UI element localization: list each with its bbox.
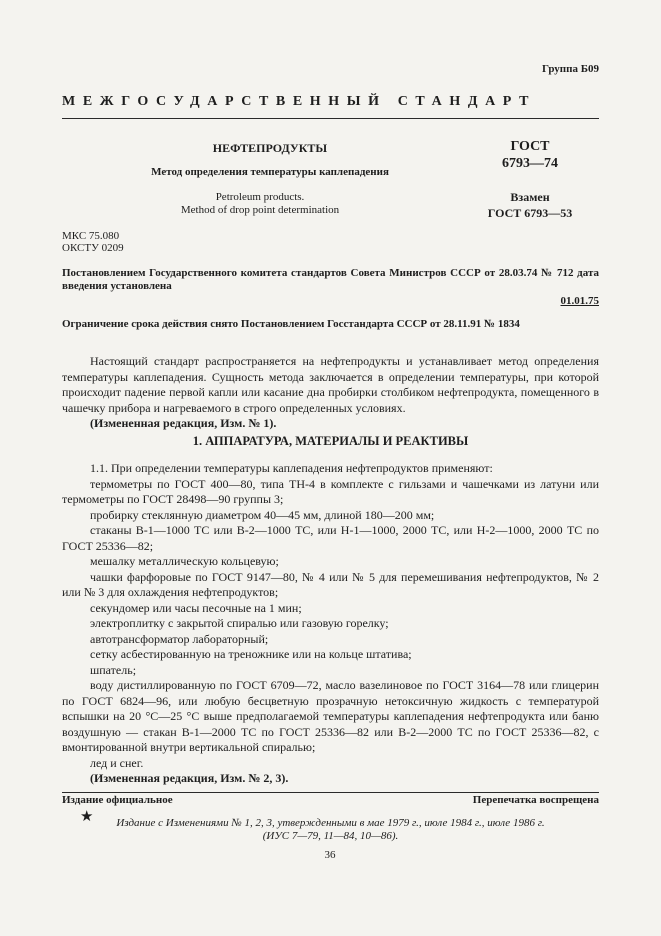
section-body bbox=[62, 461, 599, 787]
group-label: Группа Б09 bbox=[542, 63, 599, 75]
intro-block bbox=[62, 354, 599, 432]
classifier-codes: МКС 75.080 ОКСТУ 0209 bbox=[62, 230, 124, 254]
standard-banner: МЕЖГОСУДАРСТВЕННЫЙ СТАНДАРТ bbox=[62, 94, 537, 109]
intro-paragraph: Настоящий стандарт распространяется на нефтепродукты и устанавливает метод определения температуры каплепадения. Сущность метода заключается в определении температуры, при которой происходит падение первой капли или касание дна пробирки столбиком нефтепродукта, помещенного в чашечку прибора и нагреваемого в строго определенных условиях. bbox=[62, 354, 599, 415]
list-item: электроплитку с закрытой спиралью или газовую горелку; bbox=[90, 616, 389, 630]
amendments-note: Издание с Изменениями № 1, 2, 3, утвержденными в мае 1979 г., июле 1984 г., июле 1986 г. (ИУС 7—79, 11—84, 10—86). bbox=[116, 817, 545, 842]
intro-revision: (Измененная редакция, Изм. № 1). bbox=[90, 416, 277, 430]
list-item: секундомер или часы песочные на 1 мин; bbox=[90, 600, 302, 615]
list-item: воду дистиллированную по ГОСТ 6709—72, масло вазелиновое по ГОСТ 3164—78 или глицерин по ГОСТ 6824—96, или любую бесцветную прозрачную нетоксичную жидкость с температурой вспышки на 20 °С—25 °С выше предполагаемой температуры каплепадения нефтепродукта или баню воздушную — стакан В-1—2000 ТС по ГОСТ 25336—82 или В-2—2000 ТС по ГОСТ 25336—82, с вмонтированной внутри вертикальной спиралью; bbox=[62, 678, 599, 754]
english-title-2: Method of drop point determination bbox=[180, 204, 340, 216]
document-subtitle: Метод определения температуры каплепадения bbox=[151, 166, 389, 178]
page-number: 36 bbox=[324, 849, 336, 861]
list-item: шпатель; bbox=[90, 662, 137, 677]
footer-rule bbox=[62, 792, 599, 793]
section-revision: (Измененная редакция, Изм. № 2, 3). bbox=[90, 771, 289, 785]
list-item: термометры по ГОСТ 400—80, типа ТН-4 в комплекте с гильзами и чашечками из латуни или термометры по ГОСТ 28498—90 группы 3; bbox=[62, 476, 599, 506]
list-item: 1.1. При определении температуры каплепадения нефтепродуктов применяют: bbox=[90, 461, 493, 475]
document-title: НЕФТЕПРОДУКТЫ bbox=[212, 141, 328, 155]
official-edition: Издание официальное bbox=[62, 794, 173, 806]
limitation-text: Ограничение срока действия снято Постановлением Госстандарта СССР от 28.11.91 № 1834 bbox=[62, 318, 520, 330]
list-item: стаканы В-1—1000 ТС или В-2—1000 ТС, или Н-1—1000, 2000 ТС, или Н-2—1000, 2000 ТС по ГОСТ 25336—82; bbox=[62, 523, 599, 553]
star-icon: ★ bbox=[80, 809, 94, 825]
list-item: лед и снег. bbox=[90, 755, 144, 770]
reprint-notice: Перепечатка воспрещена bbox=[472, 794, 599, 806]
effective-date: 01.01.75 bbox=[560, 295, 599, 307]
list-item: чашки фарфоровые по ГОСТ 9147—80, № 4 или № 5 для перемешивания нефтепродуктов, № 2 или № 3 для охлаждения нефтепродуктов; bbox=[62, 569, 599, 599]
banner-rule bbox=[62, 118, 599, 119]
english-title-1: Petroleum products. bbox=[215, 191, 305, 203]
list-item: автотрансформатор лабораторный; bbox=[90, 631, 269, 646]
replaces-block: Взамен ГОСТ 6793—53 bbox=[487, 190, 573, 220]
list-item: сетку асбестированную на треножнике или на кольце штатива; bbox=[90, 647, 412, 661]
decree-text: Постановлением Государственного комитета стандартов Совета Министров СССР от 28.03.74 № 712 дата введения установлена bbox=[62, 267, 599, 292]
section-heading: 1. АППАРАТУРА, МАТЕРИАЛЫ И РЕАКТИВЫ bbox=[192, 434, 469, 448]
gost-number: ГОСТ 6793—74 bbox=[502, 139, 558, 171]
list-item: пробирку стеклянную диаметром 40—45 мм, длиной 180—200 мм; bbox=[90, 507, 435, 522]
list-item: мешалку металлическую кольцевую; bbox=[90, 554, 279, 568]
